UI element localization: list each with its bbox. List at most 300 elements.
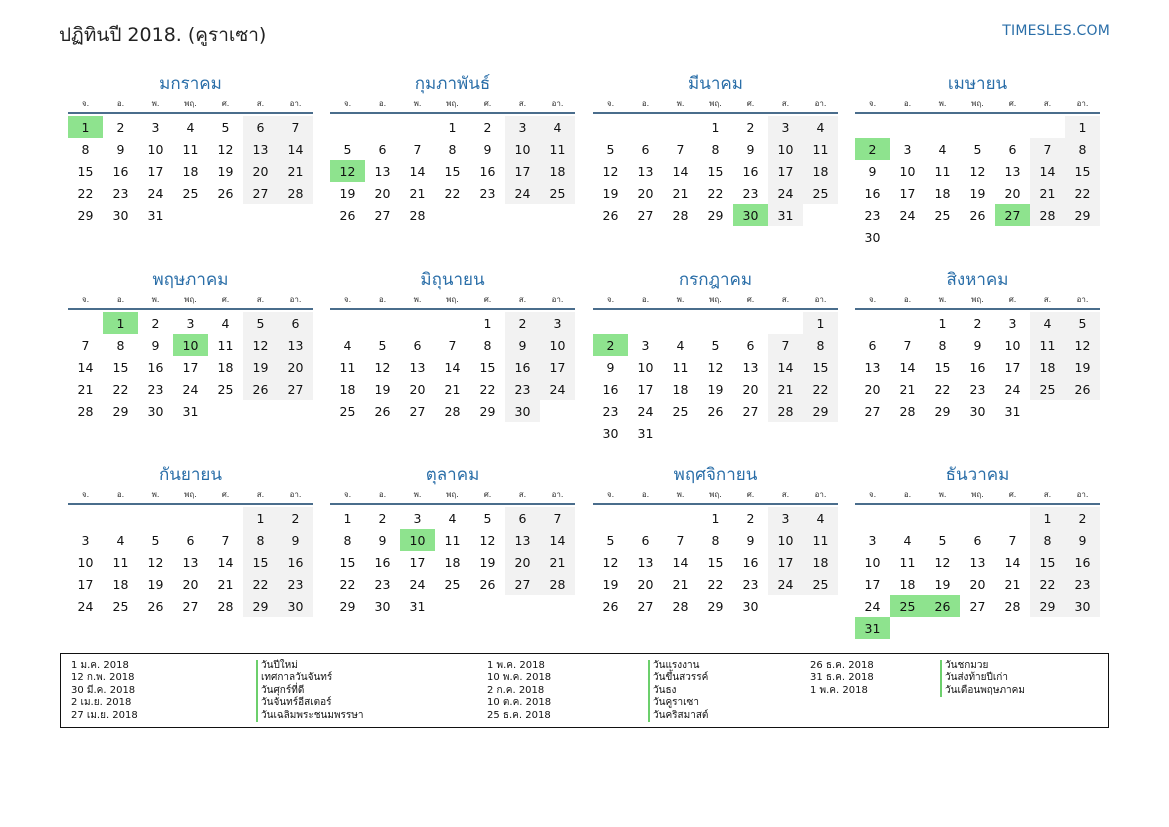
day-cell: 28 [217, 598, 234, 614]
day-cell: 9 [151, 337, 160, 353]
day-cell: 5 [243, 312, 278, 334]
day-cell: 26 [374, 403, 391, 419]
brand-link[interactable]: TIMESLES.COM [1002, 23, 1110, 39]
day-cell: 18 [803, 551, 838, 573]
day-cell: 14 [409, 163, 426, 179]
day-cell: 14 [278, 138, 313, 160]
day-grid [855, 312, 1100, 422]
day-cell: 24 [899, 207, 916, 223]
day-cell: 31 [637, 425, 654, 441]
day-cell: 29 [707, 207, 724, 223]
day-cell: 15 [1030, 551, 1065, 573]
day-cell: 7 [676, 532, 685, 548]
day-cell: 15 [707, 554, 724, 570]
holiday-day-cell: 2 [855, 138, 890, 160]
day-cell: 10 [540, 334, 575, 356]
day-cell: 7 [81, 337, 90, 353]
weekday-label: พ. [413, 295, 422, 304]
day-cell: 1 [1030, 507, 1065, 529]
day-cell: 15 [112, 359, 129, 375]
day-cell: 12 [602, 163, 619, 179]
day-cell: 15 [479, 359, 496, 375]
day-cell: 16 [742, 554, 759, 570]
day-cell: 7 [1030, 138, 1065, 160]
day-cell: 24 [768, 573, 803, 595]
empty-cell [593, 116, 628, 138]
day-cell: 1 [343, 510, 352, 526]
day-cell: 14 [540, 529, 575, 551]
day-cell: 8 [1065, 138, 1100, 160]
day-cell: 7 [448, 337, 457, 353]
day-cell: 8 [448, 141, 457, 157]
empty-cell [855, 507, 890, 529]
day-grid [330, 312, 575, 422]
day-cell: 20 [637, 576, 654, 592]
day-cell: 4 [803, 507, 838, 529]
day-cell: 2 [505, 312, 540, 334]
day-cell: 8 [938, 337, 947, 353]
weekday-label: ส. [256, 490, 265, 499]
day-cell: 29 [339, 598, 356, 614]
day-cell: 4 [116, 532, 125, 548]
month-block [593, 266, 838, 444]
day-cell: 27 [742, 403, 759, 419]
header-rule [330, 308, 575, 310]
weekday-label: อ. [903, 99, 912, 108]
day-cell: 4 [1030, 312, 1065, 334]
day-cell: 23 [147, 381, 164, 397]
day-cell: 28 [278, 182, 313, 204]
day-cell: 1 [711, 119, 720, 135]
day-cell: 21 [672, 576, 689, 592]
day-cell: 11 [934, 163, 951, 179]
day-cell: 13 [864, 359, 881, 375]
day-cell: 28 [672, 598, 689, 614]
holiday-name: วันศุกร์ที่ดี [261, 684, 305, 696]
weekday-label: พฤ. [971, 490, 984, 499]
day-cell: 8 [803, 334, 838, 356]
day-cell: 17 [637, 381, 654, 397]
day-cell: 4 [676, 337, 685, 353]
header-rule [593, 308, 838, 310]
day-cell: 6 [505, 507, 540, 529]
day-cell: 24 [637, 403, 654, 419]
day-cell: 23 [1065, 573, 1100, 595]
empty-cell [995, 116, 1030, 138]
day-cell: 2 [973, 315, 982, 331]
day-cell: 5 [606, 141, 615, 157]
holiday-dates-col-3 [810, 660, 874, 697]
day-cell: 18 [112, 576, 129, 592]
month-block [855, 70, 1100, 248]
day-cell: 27 [969, 598, 986, 614]
weekday-label: ส. [518, 295, 527, 304]
weekday-label: จ. [343, 490, 352, 499]
day-cell: 31 [147, 207, 164, 223]
weekday-label: พ. [938, 490, 947, 499]
header-rule [855, 503, 1100, 505]
day-cell: 16 [374, 554, 391, 570]
day-cell: 31 [1004, 403, 1021, 419]
day-cell: 26 [707, 403, 724, 419]
empty-cell [208, 507, 243, 529]
weekday-label: อ. [378, 295, 387, 304]
day-cell: 21 [217, 576, 234, 592]
empty-cell [960, 507, 995, 529]
weekday-label: อา. [814, 490, 827, 499]
day-cell: 16 [278, 551, 313, 573]
day-cell: 29 [1065, 204, 1100, 226]
weekday-label: ศ. [1008, 295, 1017, 304]
day-cell: 24 [409, 576, 426, 592]
day-cell: 31 [768, 204, 803, 226]
weekday-label: ศ. [746, 295, 755, 304]
weekday-label: พ. [676, 99, 685, 108]
day-cell: 8 [711, 532, 720, 548]
day-cell: 25 [934, 207, 951, 223]
weekday-label: จ. [343, 99, 352, 108]
day-cell: 18 [182, 163, 199, 179]
day-cell: 2 [1065, 507, 1100, 529]
weekday-label: อา. [814, 99, 827, 108]
day-cell: 27 [182, 598, 199, 614]
day-cell: 20 [864, 381, 881, 397]
weekday-label: อา. [289, 295, 302, 304]
day-cell: 7 [413, 141, 422, 157]
day-cell: 29 [243, 595, 278, 617]
holiday-date: 1 พ.ค. 2018 [810, 684, 868, 696]
day-cell: 17 [77, 576, 94, 592]
month-block [68, 266, 313, 422]
day-cell: 21 [1004, 576, 1021, 592]
day-cell: 21 [77, 381, 94, 397]
day-cell: 29 [1030, 595, 1065, 617]
weekday-label: จ. [81, 490, 90, 499]
empty-cell [103, 507, 138, 529]
day-cell: 9 [1065, 529, 1100, 551]
day-cell: 14 [899, 359, 916, 375]
day-grid [593, 312, 838, 444]
empty-cell [925, 507, 960, 529]
day-cell: 24 [182, 381, 199, 397]
weekday-label: ศ. [483, 99, 492, 108]
day-cell: 17 [864, 576, 881, 592]
day-cell: 22 [1065, 182, 1100, 204]
day-cell: 30 [742, 598, 759, 614]
day-cell: 18 [217, 359, 234, 375]
day-cell: 6 [641, 141, 650, 157]
day-cell: 23 [602, 403, 619, 419]
day-cell: 13 [182, 554, 199, 570]
holiday-name: วันแรงงาน [653, 660, 700, 671]
day-cell: 21 [444, 381, 461, 397]
weekday-header [330, 489, 575, 501]
day-cell: 7 [278, 116, 313, 138]
day-cell: 9 [116, 141, 125, 157]
weekday-label: พ. [676, 295, 685, 304]
day-cell: 27 [864, 403, 881, 419]
empty-cell [663, 116, 698, 138]
day-cell: 21 [768, 378, 803, 400]
day-cell: 5 [973, 141, 982, 157]
header-rule [330, 503, 575, 505]
weekday-label: ส. [781, 295, 790, 304]
day-cell: 5 [221, 119, 230, 135]
day-cell: 24 [77, 598, 94, 614]
day-cell: 30 [374, 598, 391, 614]
month-block [593, 461, 838, 617]
month-name: มิถุนายน [420, 270, 485, 290]
day-cell: 7 [221, 532, 230, 548]
header-rule [68, 112, 313, 114]
day-cell: 26 [217, 185, 234, 201]
day-cell: 17 [182, 359, 199, 375]
day-cell: 13 [278, 334, 313, 356]
day-cell: 30 [505, 400, 540, 422]
day-cell: 22 [934, 381, 951, 397]
weekday-header [68, 98, 313, 110]
weekday-label: จ. [606, 99, 615, 108]
day-cell: 3 [151, 119, 160, 135]
day-cell: 14 [217, 554, 234, 570]
day-cell: 9 [868, 163, 877, 179]
weekday-label: จ. [868, 490, 877, 499]
month-name: พฤษภาคม [152, 270, 229, 290]
day-cell: 16 [742, 163, 759, 179]
day-cell: 16 [864, 185, 881, 201]
day-cell: 17 [147, 163, 164, 179]
holiday-date: 31 ธ.ค. 2018 [810, 672, 874, 684]
day-cell: 15 [1065, 160, 1100, 182]
empty-cell [593, 507, 628, 529]
day-cell: 20 [409, 381, 426, 397]
empty-cell [960, 116, 995, 138]
day-cell: 4 [903, 532, 912, 548]
day-cell: 9 [278, 529, 313, 551]
weekday-label: พฤ. [446, 99, 459, 108]
day-cell: 28 [409, 207, 426, 223]
weekday-header [855, 294, 1100, 306]
day-cell: 22 [1030, 573, 1065, 595]
weekday-label: ส. [1043, 490, 1052, 499]
day-cell: 19 [374, 381, 391, 397]
day-cell: 1 [243, 507, 278, 529]
day-cell: 6 [1008, 141, 1017, 157]
weekday-header [330, 294, 575, 306]
day-cell: 25 [540, 182, 575, 204]
weekday-label: พฤ. [709, 99, 722, 108]
weekday-label: อ. [641, 99, 650, 108]
holiday-names-col-1 [256, 660, 364, 722]
weekday-label: ส. [518, 490, 527, 499]
weekday-label: ศ. [483, 295, 492, 304]
day-cell: 6 [243, 116, 278, 138]
weekday-header [593, 294, 838, 306]
weekday-label: ศ. [221, 295, 230, 304]
day-cell: 25 [112, 598, 129, 614]
day-cell: 26 [147, 598, 164, 614]
day-cell: 11 [339, 359, 356, 375]
day-cell: 16 [147, 359, 164, 375]
day-cell: 30 [1065, 595, 1100, 617]
day-cell: 20 [374, 185, 391, 201]
day-cell: 21 [540, 551, 575, 573]
day-cell: 13 [505, 529, 540, 551]
day-grid [330, 507, 575, 617]
empty-cell [435, 312, 470, 334]
day-cell: 30 [969, 403, 986, 419]
day-cell: 5 [1065, 312, 1100, 334]
holiday-date: 27 เม.ย. 2018 [71, 709, 138, 721]
day-cell: 4 [540, 116, 575, 138]
day-grid [593, 507, 838, 617]
day-cell: 26 [479, 576, 496, 592]
empty-cell [68, 312, 103, 334]
day-cell: 25 [444, 576, 461, 592]
day-cell: 28 [540, 573, 575, 595]
header-rule [68, 503, 313, 505]
month-name: กุมภาพันธ์ [414, 74, 491, 94]
day-cell: 5 [151, 532, 160, 548]
day-cell: 12 [934, 554, 951, 570]
day-cell: 6 [746, 337, 755, 353]
day-cell: 1 [938, 315, 947, 331]
weekday-label: ส. [256, 295, 265, 304]
header-rule [593, 503, 838, 505]
day-cell: 27 [637, 598, 654, 614]
weekday-label: ส. [781, 490, 790, 499]
weekday-label: พฤ. [184, 295, 197, 304]
weekday-label: พ. [413, 99, 422, 108]
day-cell: 27 [637, 207, 654, 223]
weekday-label: ศ. [1008, 99, 1017, 108]
day-cell: 3 [186, 315, 195, 331]
weekday-label: พฤ. [446, 490, 459, 499]
day-cell: 8 [243, 529, 278, 551]
day-cell: 3 [1008, 315, 1017, 331]
day-cell: 3 [641, 337, 650, 353]
empty-cell [330, 312, 365, 334]
day-cell: 25 [217, 381, 234, 397]
holiday-name: วันขึ้นสวรรค์ [653, 672, 709, 684]
day-cell: 7 [768, 334, 803, 356]
day-cell: 20 [243, 160, 278, 182]
weekday-label: พ. [151, 490, 160, 499]
day-cell: 26 [602, 207, 619, 223]
day-grid [855, 507, 1100, 639]
day-cell: 10 [864, 554, 881, 570]
holiday-name: วันคูราเซา [653, 697, 699, 709]
day-cell: 4 [221, 315, 230, 331]
weekday-label: จ. [81, 295, 90, 304]
day-cell: 24 [505, 182, 540, 204]
day-cell: 6 [378, 141, 387, 157]
day-cell: 27 [409, 403, 426, 419]
weekday-label: พ. [676, 490, 685, 499]
day-cell: 4 [803, 116, 838, 138]
empty-cell [628, 116, 663, 138]
day-cell: 3 [768, 507, 803, 529]
day-cell: 2 [746, 119, 755, 135]
day-cell: 8 [711, 141, 720, 157]
month-name: ตุลาคม [425, 465, 480, 485]
weekday-label: อ. [641, 490, 650, 499]
day-cell: 5 [378, 337, 387, 353]
day-cell: 2 [116, 119, 125, 135]
day-cell: 13 [637, 554, 654, 570]
holiday-date: 10 ต.ค. 2018 [487, 697, 552, 709]
header-rule [855, 112, 1100, 114]
holiday-name: วันเฉลิมพระชนมพรรษา [261, 709, 364, 721]
holiday-date: 25 ธ.ค. 2018 [487, 709, 551, 721]
day-cell: 1 [711, 510, 720, 526]
weekday-label: อ. [116, 295, 125, 304]
day-cell: 6 [973, 532, 982, 548]
day-cell: 17 [768, 160, 803, 182]
day-cell: 8 [81, 141, 90, 157]
holiday-day-cell: 27 [995, 204, 1030, 226]
weekday-label: ศ. [221, 99, 230, 108]
day-cell: 14 [672, 554, 689, 570]
day-cell: 11 [217, 337, 234, 353]
day-cell: 4 [938, 141, 947, 157]
day-grid [330, 116, 575, 226]
day-cell: 18 [1030, 356, 1065, 378]
day-cell: 24 [864, 598, 881, 614]
holiday-day-cell: 25 [890, 595, 925, 617]
day-cell: 17 [540, 356, 575, 378]
day-cell: 10 [899, 163, 916, 179]
day-cell: 25 [803, 573, 838, 595]
header-rule [855, 308, 1100, 310]
day-cell: 24 [1004, 381, 1021, 397]
weekday-label: จ. [343, 295, 352, 304]
day-cell: 8 [1030, 529, 1065, 551]
day-cell: 11 [182, 141, 199, 157]
weekday-header [330, 98, 575, 110]
day-cell: 15 [934, 359, 951, 375]
weekday-header [68, 489, 313, 501]
day-cell: 10 [768, 529, 803, 551]
day-cell: 22 [77, 185, 94, 201]
weekday-label: อ. [903, 490, 912, 499]
day-cell: 23 [742, 576, 759, 592]
day-cell: 29 [77, 207, 94, 223]
day-cell: 15 [77, 163, 94, 179]
day-cell: 19 [147, 576, 164, 592]
day-cell: 13 [374, 163, 391, 179]
day-cell: 18 [803, 160, 838, 182]
day-cell: 25 [182, 185, 199, 201]
weekday-label: พฤ. [709, 490, 722, 499]
day-cell: 22 [243, 573, 278, 595]
day-cell: 9 [973, 337, 982, 353]
day-grid [68, 312, 313, 422]
holiday-day-cell: 26 [925, 595, 960, 617]
day-cell: 23 [374, 576, 391, 592]
empty-cell [400, 116, 435, 138]
day-cell: 24 [147, 185, 164, 201]
day-cell: 7 [1008, 532, 1017, 548]
weekday-label: ศ. [746, 99, 755, 108]
day-cell: 14 [768, 356, 803, 378]
day-cell: 23 [479, 185, 496, 201]
holiday-name: วันธง [653, 684, 677, 696]
empty-cell [68, 507, 103, 529]
day-cell: 20 [969, 576, 986, 592]
weekday-label: อ. [903, 295, 912, 304]
day-cell: 27 [243, 182, 278, 204]
